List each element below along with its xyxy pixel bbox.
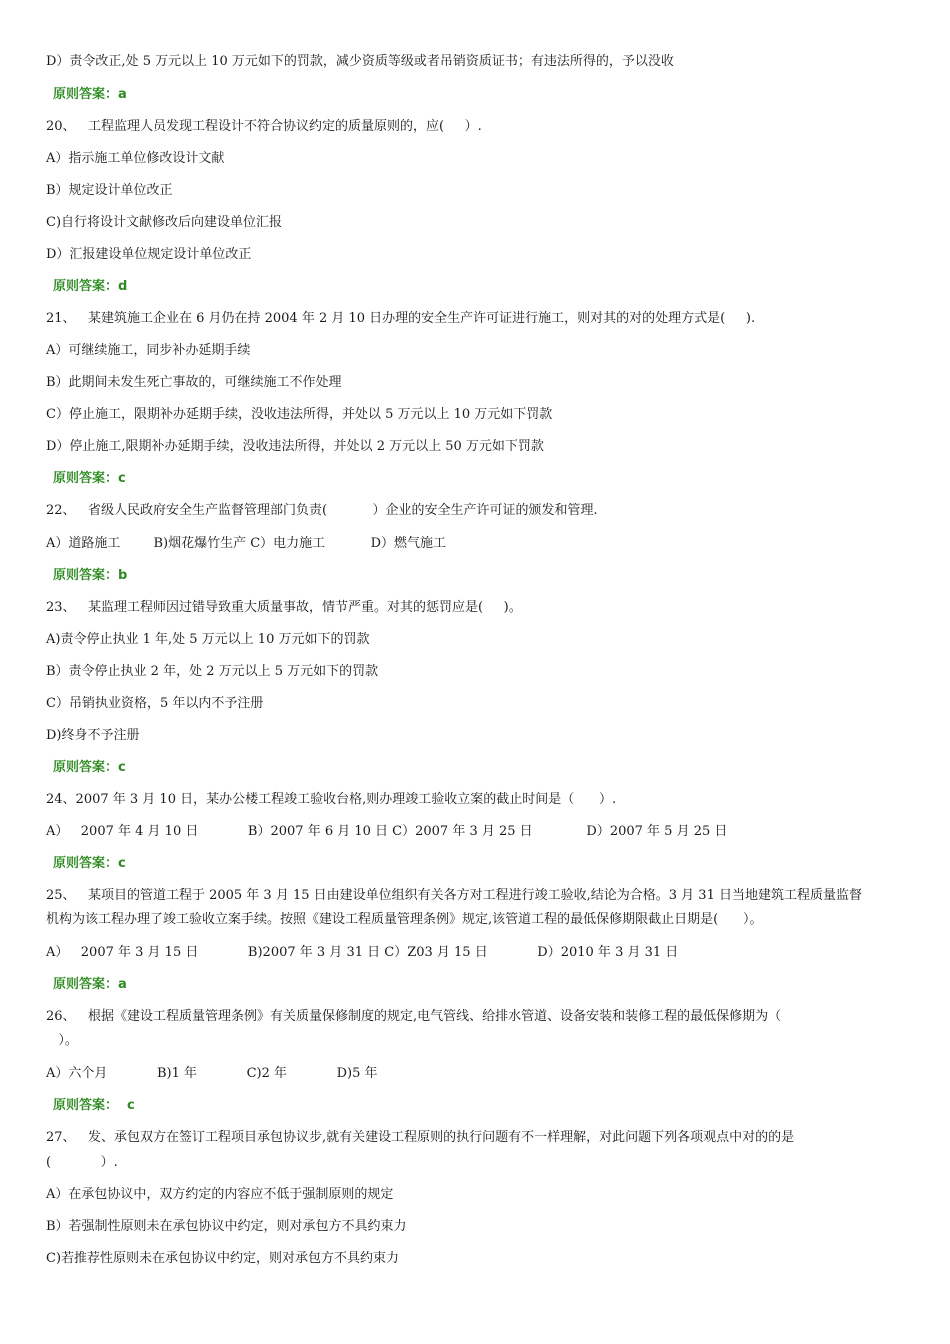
question-text-line: 机构为该工程办理了竣工验收立案手续。按照《建设工程质量管理条例》规定,该管道工程的最低保修期限截止日期是( ）。 [46,912,763,927]
question-text-line: ( ）. [46,1155,118,1170]
answer-line: 原则答案：b [53,568,128,583]
question-text-line: 20、 工程监理人员发现工程设计不符合协议约定的质量原则的，应( ）. [46,119,482,134]
question-text-line: 22、 省级人民政府安全生产监督管理部门负责( ）企业的安全生产许可证的颁发和管理. [46,503,598,518]
question-text-line: 27、 发、承包双方在签订工程项目承包协议步,就有关建设工程原则的执行问题有不一样理解，对此问题下列各项观点中对的的是 [46,1130,795,1145]
question-text-line: ）。 [46,1033,78,1048]
question-text-line: A）可继续施工，同步补办延期手续 [46,343,251,358]
question-text-line: B）若强制性原则未在承包协议中约定，则对承包方不具约束力 [46,1219,407,1234]
answer-line: 原则答案：c [53,856,126,871]
question-text-line: B）规定设计单位改正 [46,183,173,198]
answer-line: 原则答案：a [53,87,127,102]
question-text-line: A） 2007 年 3 月 15 日 B)2007 年 3 月 31 日 C）Z03 月 15 日 D）2010 年 3 月 31 日 [46,945,679,960]
question-text-line: B）责令停止执业 2 年，处 2 万元以上 5 万元如下的罚款 [46,664,379,679]
answer-line: 原则答案：a [53,977,127,992]
question-text-line: D）汇报建设单位规定设计单位改正 [46,247,252,262]
question-text-line: 21、 某建筑施工企业在 6 月仍在持 2004 年 2 月 10 日办理的安全生产许可证进行施工，则对其的对的处理方式是( ). [46,311,756,326]
answer-line: 原则答案：c [53,471,126,486]
question-text-line: B）此期间未发生死亡事故的，可继续施工不作处理 [46,375,342,390]
question-text-line: C)若推荐性原则未在承包协议中约定，则对承包方不具约束力 [46,1251,400,1266]
question-text-line: A）指示施工单位修改设计文献 [46,151,225,166]
question-text-line: C)自行将设计文献修改后向建设单位汇报 [46,215,283,230]
question-text-line: D）停止施工,限期补办延期手续，没收违法所得，并处以 2 万元以上 50 万元如下罚款 [46,439,544,454]
answer-line: 原则答案：d [53,279,128,294]
question-text-line: 24、2007 年 3 月 10 日，某办公楼工程竣工验收台格,则办理竣工验收立案的截止时间是（ ）. [46,792,617,807]
question-text-line: A)责令停止执业 1 年,处 5 万元以上 10 万元如下的罚款 [46,632,370,647]
question-text-line: 25、 某项目的管道工程于 2005 年 3 月 15 日由建设单位组织有关各方对工程进行竣工验收,结论为合格。3 月 31 日当地建筑工程质量监督 [46,888,862,903]
question-text-line: D）责令改正,处 5 万元以上 10 万元如下的罚款，减少资质等级或者吊销资质证书；有违法所得的，予以没收 [46,54,674,69]
question-text-line: C）停止施工，限期补办延期手续，没收违法所得，并处以 5 万元以上 10 万元如下罚款 [46,407,553,422]
question-text-line: A）道路施工 B)烟花爆竹生产 C）电力施工 D）燃气施工 [46,536,447,551]
question-text-line: A） 2007 年 4 月 10 日 B）2007 年 6 月 10 日 C）2007 年 3 月 25 日 D）2007 年 5 月 25 日 [46,824,728,839]
question-text-line: A）六个月 B)1 年 C)2 年 D)5 年 [46,1066,378,1081]
question-text-line: C）吊销执业资格，5 年以内不予注册 [46,696,264,711]
question-text-line: 23、 某监理工程师因过错导致重大质量事故，情节严重。对其的惩罚应是( )。 [46,600,522,615]
answer-line: 原则答案：c [53,760,126,775]
question-text-line: D)终身不予注册 [46,728,140,743]
answer-line: 原则答案： c [53,1098,135,1113]
question-text-line: A）在承包协议中，双方约定的内容应不低于强制原则的规定 [46,1187,394,1202]
question-text-line: 26、 根据《建设工程质量管理条例》有关质量保修制度的规定,电气管线、给排水管道、设备安装和装修工程的最低保修期为（ [46,1009,782,1024]
